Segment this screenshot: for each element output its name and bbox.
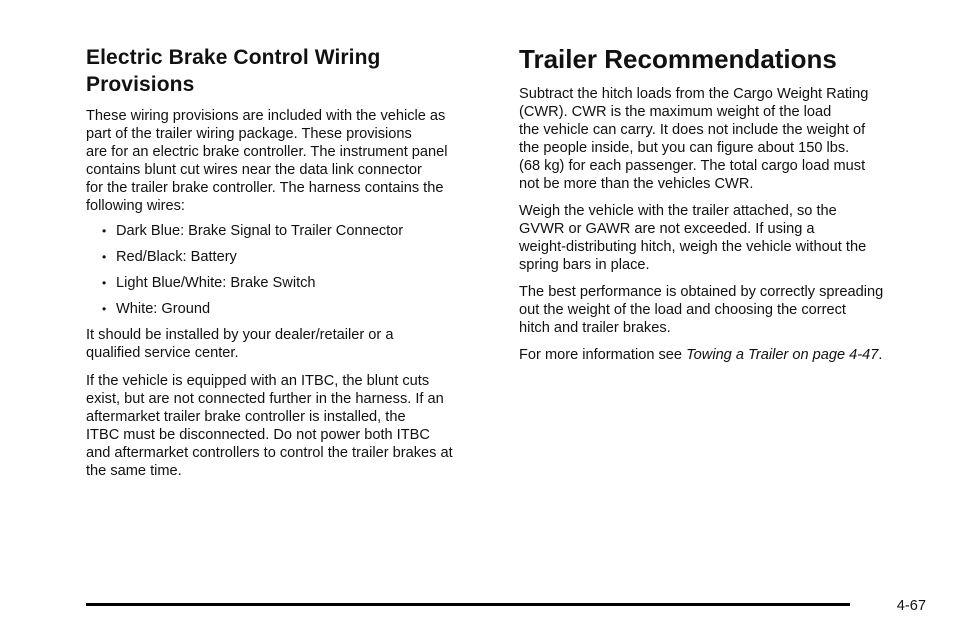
- list-item-text: Light Blue/White: Brake Switch: [116, 275, 316, 291]
- text-line: and aftermarket controllers to control the trailer brakes at: [86, 445, 453, 461]
- heading-line: Provisions: [86, 73, 195, 96]
- text-line: out the weight of the load and choosing the correct: [519, 302, 846, 318]
- left-column: [86, 0, 496, 480]
- text-line: ITBC must be disconnected. Do not power both ITBC: [86, 427, 430, 443]
- text-line: Weigh the vehicle with the trailer attached, so the: [519, 203, 837, 219]
- text-line: These wiring provisions are included with the vehicle as: [86, 108, 446, 124]
- text-line: Subtract the hitch loads from the Cargo Weight Rating: [519, 86, 869, 102]
- list-item: [86, 222, 496, 240]
- bullet-icon: •: [102, 250, 107, 264]
- text-line: exist, but are not connected further in the harness. If an: [86, 391, 444, 407]
- text-line: It should be installed by your dealer/retailer or a: [86, 327, 394, 343]
- list-item-text: Dark Blue: Brake Signal to Trailer Connector: [116, 223, 404, 239]
- right-column: [519, 0, 934, 364]
- text-line: contains blunt cut wires near the data link connector: [86, 162, 422, 178]
- list-item: [86, 274, 496, 292]
- page-number: 4-67: [896, 598, 926, 614]
- bullet-icon: •: [102, 276, 107, 290]
- text-line: If the vehicle is equipped with an ITBC, the blunt cuts: [86, 373, 430, 389]
- itbc-paragraph: [86, 372, 496, 480]
- text-line: the same time.: [86, 463, 182, 479]
- text-line: aftermarket trailer brake controller is installed, the: [86, 409, 406, 425]
- text-line: for the trailer brake controller. The harness contains the: [86, 180, 444, 196]
- text-line: qualified service center.: [86, 345, 239, 361]
- install-paragraph: [86, 326, 496, 362]
- more-info-prefix: For more information see: [519, 347, 687, 363]
- wire-list: [86, 222, 496, 318]
- text-line: the vehicle can carry. It does not include the weight of: [519, 122, 866, 138]
- text-line: are for an electric brake controller. The instrument panel: [86, 144, 448, 160]
- text-line: GVWR or GAWR are not exceeded. If using a: [519, 221, 815, 237]
- text-line: (CWR). CWR is the maximum weight of the load: [519, 104, 832, 120]
- text-line: following wires:: [86, 198, 185, 214]
- list-item-text: Red/Black: Battery: [116, 249, 237, 265]
- list-item: [86, 300, 496, 318]
- text-line: The best performance is obtained by correctly spreading: [519, 284, 884, 300]
- more-info-suffix: .: [878, 347, 883, 363]
- bullet-icon: •: [102, 224, 107, 238]
- performance-paragraph: [519, 283, 934, 337]
- section-heading-electric-brake: [86, 0, 496, 98]
- more-info-paragraph: [519, 346, 934, 364]
- list-item: [86, 248, 496, 266]
- section-heading-trailer-recommendations: Trailer Recommendations: [519, 44, 837, 74]
- text-line: the people inside, but you can figure about 150 lbs.: [519, 140, 850, 156]
- footer-rule: [86, 603, 850, 606]
- bullet-icon: •: [102, 302, 107, 316]
- list-item-text: White: Ground: [116, 301, 211, 317]
- text-line: weight-distributing hitch, weigh the vehicle without the: [519, 239, 867, 255]
- text-line: (68 kg) for each passenger. The total cargo load must: [519, 158, 866, 174]
- text-line: spring bars in place.: [519, 257, 650, 273]
- text-line: hitch and trailer brakes.: [519, 320, 671, 336]
- heading-line: Electric Brake Control Wiring: [86, 46, 381, 69]
- weigh-paragraph: [519, 202, 934, 274]
- cwr-paragraph: [519, 85, 934, 193]
- wiring-intro-paragraph: [86, 107, 496, 215]
- text-line: not be more than the vehicles CWR.: [519, 176, 754, 192]
- text-line: part of the trailer wiring package. These provisions: [86, 126, 412, 142]
- towing-trailer-reference-link[interactable]: Towing a Trailer on page 4-47: [686, 347, 879, 363]
